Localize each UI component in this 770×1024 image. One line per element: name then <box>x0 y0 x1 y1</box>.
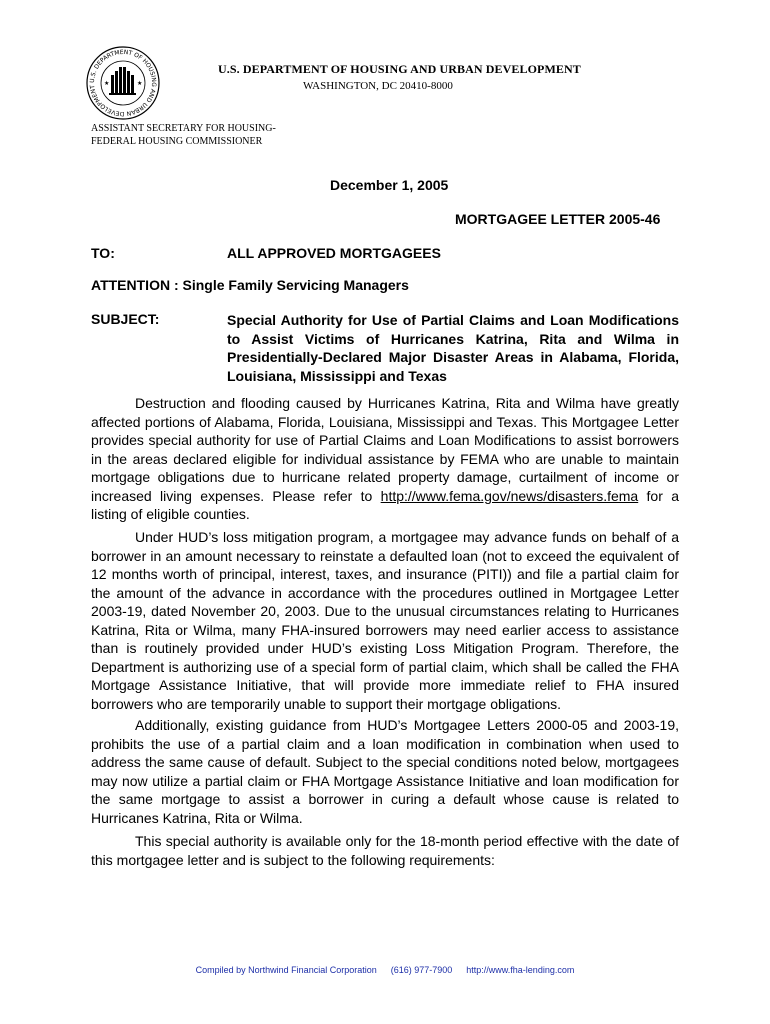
body-paragraph-4: This special authority is available only for the 18-month period effective with the date of this mortgagee letter and is subject to the following requirements: <box>91 833 679 868</box>
agency-address: WASHINGTON, DC 20410-8000 <box>303 80 453 92</box>
to-label: TO: <box>91 245 115 261</box>
letter-date: December 1, 2005 <box>330 177 449 193</box>
office-block <box>91 122 276 148</box>
seal-ring-text: U.S. DEPARTMENT OF HOUSING AND URBAN DEVELOPMENT <box>88 48 158 118</box>
agency-name: U.S. DEPARTMENT OF HOUSING AND URBAN DEVELOPMENT <box>218 62 581 76</box>
footer-compiled-by: Compiled by Northwind Financial Corporation <box>195 965 377 975</box>
body-paragraph-2: Under HUD’s loss mitigation program, a mortgagee may advance funds on behalf of a borrower in an amount necessary to reinstate a defaulted loan (not to exceed the equivalent of 12 months worth of principal, interest, taxes, and insurance (PITI)) and file a partial claim for the amount of the advance in accordance with the procedures outlined in Mortgagee Letter 2003-19, dated November 20, 2003. Due to the unusual circumstances relating to Hurricanes Katrina, Rita or Wilma, many FHA-insured borrowers may need earlier access to assistance than is routinely provided under HUD’s existing Loss Mitigation Program. Therefore, the Department is authorizing use of a special form of partial claim, which shall be called the FHA Mortgage Assistance Initiative, that will provide more immediate relief to FHA insured borrowers who are temporarily unable to support their mortgage obligations. <box>91 529 679 712</box>
fema-disasters-link[interactable]: http://www.fema.gov/news/disasters.fema <box>380 487 639 504</box>
subject-label: SUBJECT: <box>91 311 160 327</box>
body-paragraph-1 <box>91 394 679 524</box>
office-line-1: ASSISTANT SECRETARY FOR HOUSING- <box>91 123 276 134</box>
to-recipients: ALL APPROVED MORTGAGEES <box>227 245 441 261</box>
footer-phone: (616) 977-7900 <box>390 965 453 975</box>
office-line-2: FEDERAL HOUSING COMMISSIONER <box>91 136 263 147</box>
footer-url[interactable]: http://www.fha-lending.com <box>466 965 575 975</box>
paragraph-1-text-end: for a listing of eligible counties. <box>91 487 679 522</box>
paragraph-1-text: Destruction and flooding caused by Hurricanes Katrina, Rita and Wilma have greatly affected portions of Alabama, Florida, Louisiana, Mississippi and Texas. This Mortgagee Letter provides special authority for use of Partial Claims and Loan Modifications to assist borrowers in the areas declared eligible for individual assistance by FEMA who are unable to maintain mortgage obligations due to hurricane related property damage, curtailment of income or increased living expenses. Please refer to <box>91 395 679 504</box>
letter-number: MORTGAGEE LETTER 2005-46 <box>455 211 661 227</box>
hud-seal-icon <box>85 45 161 121</box>
attention-line: ATTENTION : Single Family Servicing Managers <box>91 277 409 293</box>
subject-text: Special Authority for Use of Partial Claims and Loan Modifications to Assist Victims of Hurricanes Katrina, Rita and Wilma in Presidentially-Declared Major Disaster Areas in Alabama, Florida, Louisiana, Mississippi and Texas <box>227 312 679 384</box>
svg-text:★: ★ <box>137 80 143 87</box>
svg-text:★: ★ <box>104 80 110 87</box>
body-paragraph-3: Additionally, existing guidance from HUD’s Mortgagee Letters 2000-05 and 2003-19, prohibits the use of a partial claim and a loan modification in combination when used to address the same cause of default. Subject to the special conditions noted below, mortgagees may now utilize a partial claim or FHA Mortgage Assistance Initiative and loan modification for the same mortgage to assist a borrower in curing a default whose cause is related to Hurricanes Katrina, Rita or Wilma. <box>91 717 679 826</box>
page-footer <box>0 965 770 975</box>
